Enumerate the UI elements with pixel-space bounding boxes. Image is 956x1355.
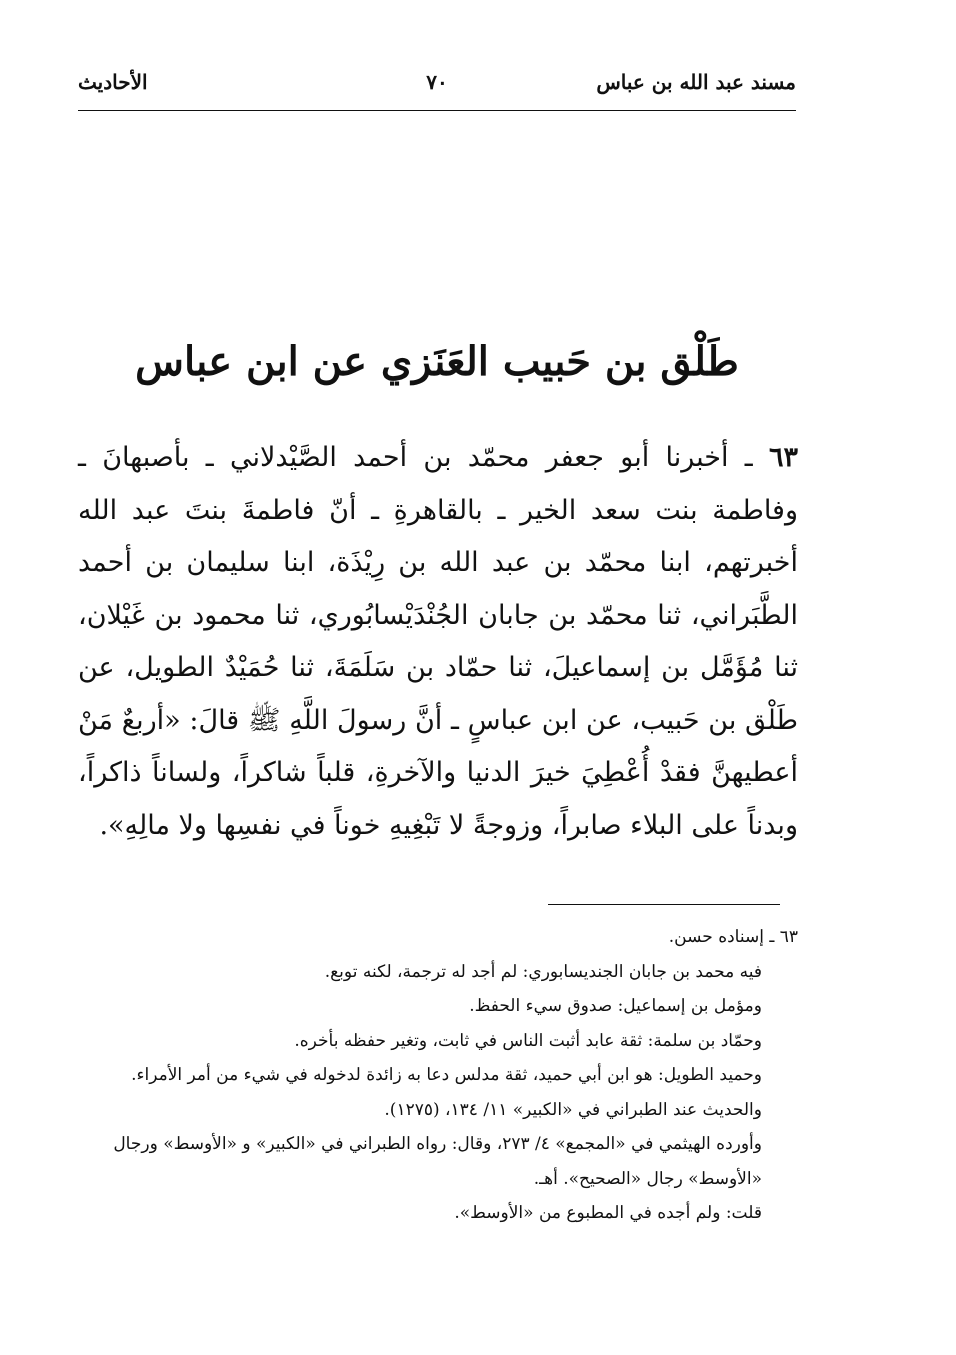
section-title: الأحاديث [78, 70, 148, 94]
book-title: مسند عبد الله بن عباس [596, 70, 796, 94]
footnote-line: والحديث عند الطبراني في «الكبير» ١١/ ١٣٤، (١٢٧٥). [384, 1099, 762, 1120]
header-divider [78, 110, 796, 111]
footnote-line: ومؤمل بن إسماعيل: صدوق سيء الحفظ. [469, 996, 762, 1016]
page-number: ٧٠ [426, 70, 448, 94]
footnote-line: وحمّاد بن سلمة: ثقة عابد أثبت الناس في ثابت، وتغير حفظه بأخره. [294, 1030, 762, 1051]
footnote-line: قلت: ولم أجده في المطبوع من «الأوسط». [454, 1203, 762, 1223]
running-header [78, 70, 796, 104]
footnote-line: وحميد الطويل: هو ابن أبي حميد، ثقة مدلس دعا به زائدة لدخوله في شيء من أمر الأمراء. [131, 1065, 762, 1085]
footnote-line: فيه محمد بن جابان الجنديسابوري: لم أجد له ترجمة، لكنه توبع. [324, 961, 762, 982]
footnote-line: «الأوسط» رجال «الصحيح». أهـ. [533, 1168, 762, 1189]
footnote-line: وأورده الهيثمي في «المجمع» ٤/ ٢٧٣، وقال: رواه الطبراني في «الكبير» و «الأوسط» ورجال [113, 1134, 762, 1154]
hadith-paragraph [78, 432, 798, 852]
chapter-title: طَلْق بن حَبيب العَنَزي عن ابن عباس [135, 338, 739, 385]
hadith-text: ـ أخبرنا أبو جعفر محمّد بن أحمد الصَّيْدلاني ـ بأصبهانَ ـ وفاطمة بنت سعد الخير ـ بالقاهرةِ ـ أنّ فاطمةَ بنتَ عبد الله أخبرتهم، ابنا محمّد بن عبد الله بن رِيْذَة، ابنا سليمان بن أحمد الطَّبَراني، ثنا محمّد بن جابان الجُنْدَيْسابُوري، ثنا محمود بن غَيْلان، ثنا مُؤَمَّل بن إسماعيلَ، ثنا حمّاد بن سَلَمَةَ، ثنا حُمَيْدٌ الطويل، عن طَلْق بن حَبيب، عن ابن عباسٍ ـ أنَّ رسولَ اللَّهِ ﷺ قالَ: «أربعٌ مَنْ أعطيهنَّ فقدْ أُعْطِيَ خيرَ الدنيا والآخرةِ، قلباً شاكراً، ولساناً ذاكراً، وبدناً على البلاء صابراً، وزوجةً لا تَبْغِيهِ خوناً في نفسِها ولا مالِهِ». [78, 442, 798, 841]
footnote-line: ٦٣ ـ إسناده حسن. [668, 927, 798, 947]
footnote-divider [548, 904, 780, 905]
footnotes [78, 920, 798, 1231]
hadith-number: ٦٣ [768, 442, 798, 473]
